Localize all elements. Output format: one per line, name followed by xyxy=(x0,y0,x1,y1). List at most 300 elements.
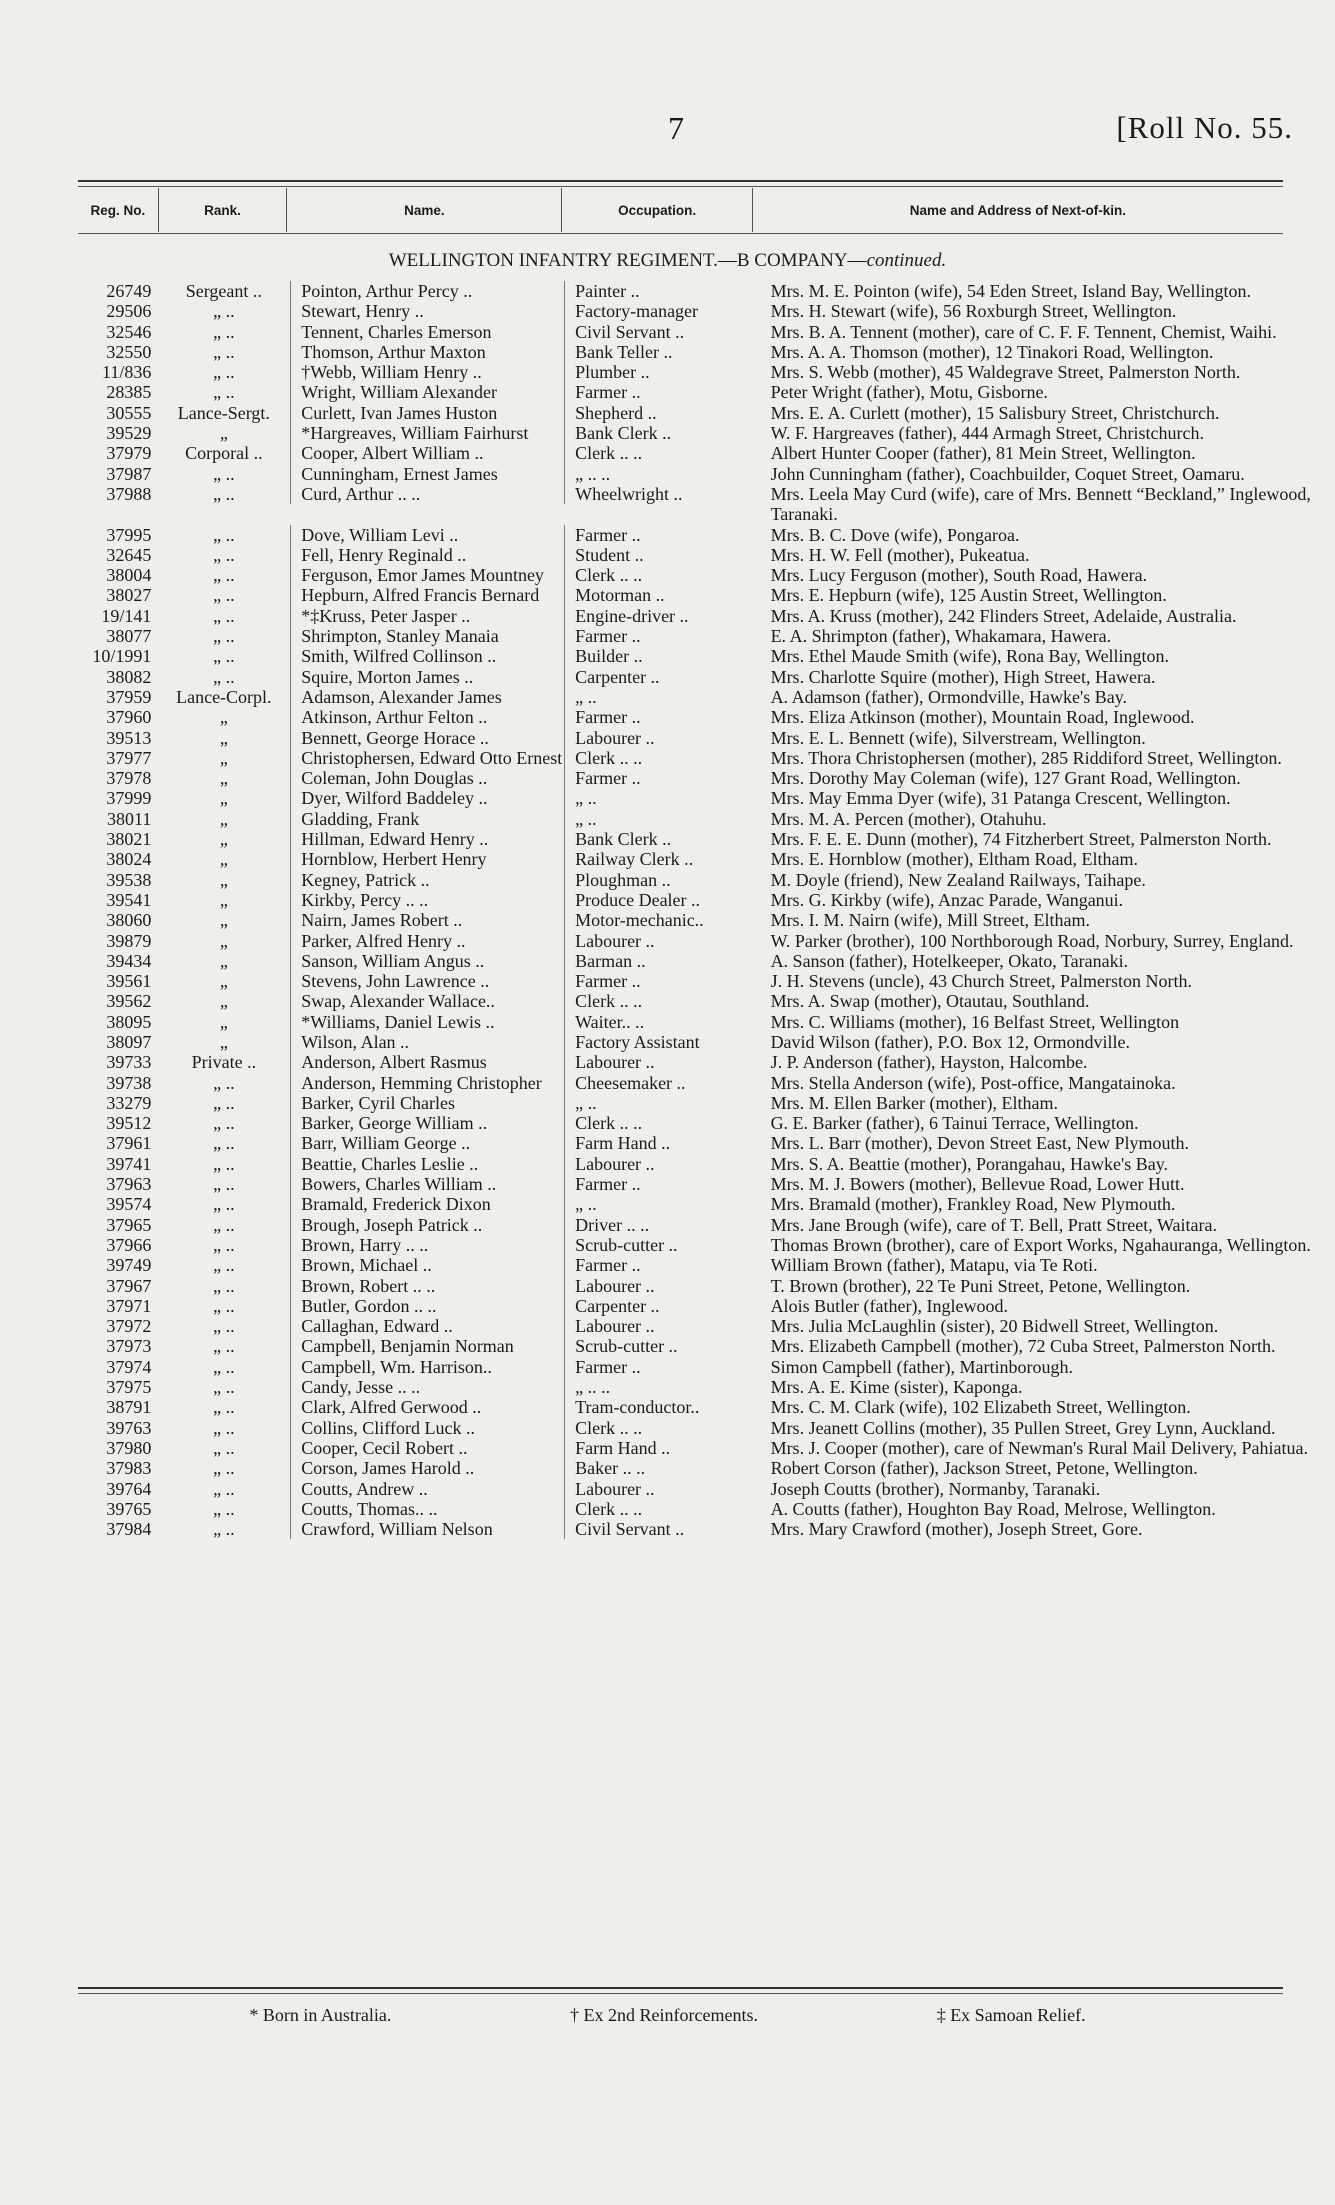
footnote: ‡ Ex Samoan Relief. xyxy=(936,2005,1086,2025)
name-cell: Cooper, Cecil Robert .. xyxy=(290,1438,564,1458)
column-header-row xyxy=(78,188,1283,232)
occupation-cell: „ .. xyxy=(564,1194,758,1214)
next-of-kin-cell: A. Adamson (father), Ormondville, Hawke's Bay. xyxy=(770,686,1128,707)
rank-cell: „ .. xyxy=(213,1356,235,1377)
rank-cell: „ .. xyxy=(213,605,235,626)
rank-cell: „ xyxy=(219,849,228,870)
next-of-kin-cell: Mrs. H. Stewart (wife), 56 Roxburgh Street, Wellington. xyxy=(770,301,1177,322)
table-row xyxy=(78,606,1318,626)
occupation-cell: Waiter.. .. xyxy=(564,1012,758,1032)
rank-cell: „ .. xyxy=(213,321,235,342)
rank-cell: Lance-Corpl. xyxy=(176,686,272,707)
reg-no-cell: 38060 xyxy=(106,910,152,931)
rank-cell: „ xyxy=(219,747,228,768)
next-of-kin-cell: W. F. Hargreaves (father), 444 Armagh Street, Christchurch. xyxy=(770,423,1205,444)
occupation-cell: Cheesemaker .. xyxy=(564,1073,758,1093)
occupation-cell: Farmer .. xyxy=(564,768,758,788)
next-of-kin-cell: A. Sanson (father), Hotelkeeper, Okato, Taranaki. xyxy=(770,950,1129,971)
reg-no-cell: 32546 xyxy=(106,321,152,342)
reg-no-cell: 37965 xyxy=(106,1214,152,1235)
rank-cell: „ xyxy=(219,829,228,850)
table-row xyxy=(78,788,1318,808)
name-cell: Wright, William Alexander xyxy=(290,382,564,402)
name-cell: Parker, Alfred Henry .. xyxy=(290,931,564,951)
rank-cell: „ .. xyxy=(213,1478,235,1499)
rank-cell: „ xyxy=(219,930,228,951)
rank-cell: „ .. xyxy=(213,341,235,362)
next-of-kin-cell: Mrs. Ethel Maude Smith (wife), Rona Bay, Wellington. xyxy=(770,646,1170,667)
reg-no-cell: 38095 xyxy=(106,1011,152,1032)
next-of-kin-cell: Mrs. Stella Anderson (wife), Post-office, Mangatainoka. xyxy=(770,1072,1176,1093)
table-row xyxy=(78,626,1318,646)
reg-no-cell: 37999 xyxy=(106,788,152,809)
table-row xyxy=(78,1357,1318,1377)
rank-cell: „ .. xyxy=(213,1336,235,1357)
table-row xyxy=(78,971,1318,991)
table-row xyxy=(78,748,1318,768)
rank-cell: „ xyxy=(219,707,228,728)
next-of-kin-cell: Mrs. Dorothy May Coleman (wife), 127 Grant Road, Wellington. xyxy=(770,768,1241,789)
reg-no-cell: 37995 xyxy=(106,524,152,545)
next-of-kin-cell: Mrs. G. Kirkby (wife), Anzac Parade, Wanganui. xyxy=(770,889,1124,910)
table-row xyxy=(78,910,1318,930)
next-of-kin-cell: T. Brown (brother), 22 Te Puni Street, Petone, Wellington. xyxy=(770,1275,1191,1296)
occupation-cell: Civil Servant .. xyxy=(564,322,758,342)
roll-table xyxy=(78,281,1318,1539)
occupation-cell: Bank Clerk .. xyxy=(564,829,758,849)
rank-cell: „ .. xyxy=(213,565,235,586)
name-cell: Curd, Arthur .. .. xyxy=(290,484,564,504)
occupation-cell: Farmer .. xyxy=(564,707,758,727)
name-cell: Brough, Joseph Patrick .. xyxy=(290,1215,564,1235)
next-of-kin-cell: Mrs. B. C. Dove (wife), Pongaroa. xyxy=(770,524,1020,545)
occupation-cell: Farmer .. xyxy=(564,971,758,991)
rank-cell: „ .. xyxy=(213,1214,235,1235)
reg-no-cell: 38021 xyxy=(106,829,152,850)
occupation-cell: Carpenter .. xyxy=(564,667,758,687)
occupation-cell: Clerk .. .. xyxy=(564,1499,758,1519)
next-of-kin-cell: Mrs. M. Ellen Barker (mother), Eltham. xyxy=(770,1092,1058,1113)
reg-no-cell: 38082 xyxy=(106,666,152,687)
name-cell: Clark, Alfred Gerwood .. xyxy=(290,1397,564,1417)
reg-no-cell: 39529 xyxy=(106,423,152,444)
occupation-cell: Clerk .. .. xyxy=(564,1418,758,1438)
name-cell: Butler, Gordon .. .. xyxy=(290,1296,564,1316)
table-row xyxy=(78,1235,1318,1255)
rank-cell: „ .. xyxy=(213,626,235,647)
occupation-cell: Farmer .. xyxy=(564,1255,758,1275)
name-cell: Barker, Cyril Charles xyxy=(290,1093,564,1113)
name-cell: Sanson, William Angus .. xyxy=(290,951,564,971)
next-of-kin-cell: Mrs. Elizabeth Campbell (mother), 72 Cuba Street, Palmerston North. xyxy=(770,1336,1276,1357)
occupation-cell: „ .. .. xyxy=(564,1377,758,1397)
reg-no-cell: 28385 xyxy=(106,382,152,403)
table-row xyxy=(78,1316,1318,1336)
occupation-cell: Motor-mechanic.. xyxy=(564,910,758,930)
name-cell: Campbell, Benjamin Norman xyxy=(290,1336,564,1356)
name-cell: Bramald, Frederick Dixon xyxy=(290,1194,564,1214)
name-cell: †Webb, William Henry .. xyxy=(290,362,564,382)
reg-no-cell: 39763 xyxy=(106,1417,152,1438)
next-of-kin-cell: William Brown (father), Matapu, via Te Roti. xyxy=(770,1255,1098,1276)
name-cell: Collins, Clifford Luck .. xyxy=(290,1418,564,1438)
name-cell: Beattie, Charles Leslie .. xyxy=(290,1154,564,1174)
next-of-kin-cell: Mrs. Mary Crawford (mother), Joseph Street, Gore. xyxy=(770,1519,1143,1540)
rank-cell: „ .. xyxy=(213,666,235,687)
next-of-kin-cell: M. Doyle (friend), New Zealand Railways, Taihape. xyxy=(770,869,1146,890)
occupation-cell: „ .. xyxy=(564,1093,758,1113)
occupation-cell: Carpenter .. xyxy=(564,1296,758,1316)
next-of-kin-cell: Mrs. Julia McLaughlin (sister), 20 Bidwell Street, Wellington. xyxy=(770,1316,1219,1337)
rank-cell: „ xyxy=(219,1031,228,1052)
rank-cell: „ .. xyxy=(213,1153,235,1174)
name-cell: Coutts, Thomas.. .. xyxy=(290,1499,564,1519)
name-cell: Gladding, Frank xyxy=(290,809,564,829)
table-row xyxy=(78,403,1318,423)
table-row xyxy=(78,525,1318,545)
reg-no-cell: 37975 xyxy=(106,1377,152,1398)
rank-cell: „ xyxy=(219,1011,228,1032)
rank-cell: „ .. xyxy=(213,1234,235,1255)
rank-cell: „ .. xyxy=(213,1194,235,1215)
reg-no-cell: 37977 xyxy=(106,747,152,768)
rank-cell: „ .. xyxy=(213,1437,235,1458)
occupation-cell: Labourer .. xyxy=(564,931,758,951)
table-row xyxy=(78,1336,1318,1356)
name-cell: Crawford, William Nelson xyxy=(290,1519,564,1539)
rank-cell: „ xyxy=(219,910,228,931)
table-row xyxy=(78,1113,1318,1133)
rank-cell: „ .. xyxy=(213,646,235,667)
rank-cell: „ xyxy=(219,889,228,910)
table-row xyxy=(78,1519,1318,1539)
header-rank: Rank. xyxy=(159,188,288,232)
reg-no-cell: 39513 xyxy=(106,727,152,748)
reg-no-cell: 39562 xyxy=(106,991,152,1012)
table-row xyxy=(78,281,1318,301)
divider xyxy=(78,233,1283,234)
page-number: 7 xyxy=(668,110,684,146)
reg-no-cell: 37973 xyxy=(106,1336,152,1357)
rank-cell: „ .. xyxy=(213,1458,235,1479)
next-of-kin-cell: Peter Wright (father), Motu, Gisborne. xyxy=(770,382,1048,403)
reg-no-cell: 39561 xyxy=(106,971,152,992)
reg-no-cell: 37974 xyxy=(106,1356,152,1377)
next-of-kin-cell: Mrs. Jane Brough (wife), care of T. Bell, Pratt Street, Waitara. xyxy=(770,1214,1217,1235)
reg-no-cell: 32645 xyxy=(106,544,152,565)
reg-no-cell: 37966 xyxy=(106,1234,152,1255)
occupation-cell: Shepherd .. xyxy=(564,403,758,423)
section-heading xyxy=(0,250,1335,272)
next-of-kin-cell: Mrs. S. A. Beattie (mother), Porangahau, Hawke's Bay. xyxy=(770,1153,1169,1174)
table-row xyxy=(78,342,1318,362)
reg-no-cell: 39574 xyxy=(106,1194,152,1215)
name-cell: Bowers, Charles William .. xyxy=(290,1174,564,1194)
next-of-kin-cell: Mrs. S. Webb (mother), 45 Waldegrave Street, Palmerston North. xyxy=(770,362,1241,383)
reg-no-cell: 11/836 xyxy=(102,362,152,383)
table-row xyxy=(78,443,1318,463)
rank-cell: Private .. xyxy=(191,1052,257,1073)
occupation-cell: Scrub-cutter .. xyxy=(564,1235,758,1255)
table-row xyxy=(78,1093,1318,1113)
regiment-title: WELLINGTON INFANTRY REGIMENT.—B COMPANY— xyxy=(388,250,867,271)
reg-no-cell: 39538 xyxy=(106,869,152,890)
table-row xyxy=(78,1194,1318,1214)
table-row xyxy=(78,1458,1318,1478)
table-row xyxy=(78,484,1318,525)
header-next-of-kin: Name and Address of Next-of-kin. xyxy=(909,202,1127,218)
occupation-cell: Factory-manager xyxy=(564,301,758,321)
reg-no-cell: 38077 xyxy=(106,626,152,647)
name-cell: Thomson, Arthur Maxton xyxy=(290,342,564,362)
table-row xyxy=(78,1255,1318,1275)
reg-no-cell: 39765 xyxy=(106,1498,152,1519)
rank-cell: „ xyxy=(219,768,228,789)
rank-cell: „ .. xyxy=(213,382,235,403)
occupation-cell: Railway Clerk .. xyxy=(564,849,758,869)
table-row xyxy=(78,931,1318,951)
rank-cell: „ .. xyxy=(213,1417,235,1438)
occupation-cell: Factory Assistant xyxy=(564,1032,758,1052)
occupation-cell: Bank Teller .. xyxy=(564,342,758,362)
next-of-kin-cell: Mrs. E. Hepburn (wife), 125 Austin Street, Wellington. xyxy=(770,585,1167,606)
occupation-cell: Builder .. xyxy=(564,646,758,666)
next-of-kin-cell: Mrs. Leela May Curd (wife), care of Mrs. Bennett “Beckland,” Inglewood, Taranaki. xyxy=(770,483,1311,525)
next-of-kin-cell: Joseph Coutts (brother), Normanby, Taranaki. xyxy=(770,1478,1101,1499)
table-row xyxy=(78,1276,1318,1296)
occupation-cell: Labourer .. xyxy=(564,1276,758,1296)
reg-no-cell: 29506 xyxy=(106,301,152,322)
next-of-kin-cell: J. P. Anderson (father), Hayston, Halcombe. xyxy=(770,1052,1088,1073)
next-of-kin-cell: Mrs. C. M. Clark (wife), 102 Elizabeth Street, Wellington. xyxy=(770,1397,1191,1418)
next-of-kin-cell: Simon Campbell (father), Martinborough. xyxy=(770,1356,1074,1377)
header-occupation: Occupation. xyxy=(562,188,752,232)
occupation-cell: Motorman .. xyxy=(564,585,758,605)
name-cell: Dove, William Levi .. xyxy=(290,525,564,545)
name-cell: Smith, Wilfred Collinson .. xyxy=(290,646,564,666)
rank-cell: „ .. xyxy=(213,301,235,322)
next-of-kin-cell: Mrs. M. E. Pointon (wife), 54 Eden Street, Island Bay, Wellington. xyxy=(770,281,1252,301)
rank-cell: „ .. xyxy=(213,1072,235,1093)
table-row xyxy=(78,809,1318,829)
rank-cell: „ .. xyxy=(213,1092,235,1113)
footnote: † Ex 2nd Reinforcements. xyxy=(570,2005,758,2025)
occupation-cell: Produce Dealer .. xyxy=(564,890,758,910)
occupation-cell: Farmer .. xyxy=(564,525,758,545)
table-row xyxy=(78,1499,1318,1519)
name-cell: Cunningham, Ernest James xyxy=(290,464,564,484)
next-of-kin-cell: Mrs. E. A. Curlett (mother), 15 Salisbury Street, Christchurch. xyxy=(770,402,1220,423)
table-row xyxy=(78,585,1318,605)
next-of-kin-cell: Mrs. F. E. E. Dunn (mother), 74 Fitzherbert Street, Palmerston North. xyxy=(770,829,1272,850)
rank-cell: „ xyxy=(219,869,228,890)
rank-cell: „ .. xyxy=(213,362,235,383)
rank-cell: „ .. xyxy=(213,1255,235,1276)
name-cell: Stevens, John Lawrence .. xyxy=(290,971,564,991)
next-of-kin-cell: Mrs. M. J. Bowers (mother), Bellevue Road, Lower Hutt. xyxy=(770,1174,1185,1195)
divider xyxy=(78,180,1283,182)
divider xyxy=(78,186,1283,187)
rank-cell: Sergeant .. xyxy=(185,281,262,301)
next-of-kin-cell: W. Parker (brother), 100 Northborough Road, Norbury, Surrey, England. xyxy=(770,930,1294,951)
reg-no-cell: 37979 xyxy=(106,443,152,464)
name-cell: Hepburn, Alfred Francis Bernard xyxy=(290,585,564,605)
table-row xyxy=(78,565,1318,585)
table-row xyxy=(78,362,1318,382)
continued-label: continued. xyxy=(866,250,947,271)
occupation-cell: Clerk .. .. xyxy=(564,748,758,768)
reg-no-cell: 37972 xyxy=(106,1316,152,1337)
occupation-cell: Plumber .. xyxy=(564,362,758,382)
occupation-cell: Clerk .. .. xyxy=(564,443,758,463)
next-of-kin-cell: Mrs. Jeanett Collins (mother), 35 Pullen Street, Grey Lynn, Auckland. xyxy=(770,1417,1276,1438)
name-cell: Stewart, Henry .. xyxy=(290,301,564,321)
name-cell: Squire, Morton James .. xyxy=(290,667,564,687)
name-cell: Pointon, Arthur Percy .. xyxy=(290,281,564,301)
rank-cell: „ xyxy=(219,727,228,748)
name-cell: Shrimpton, Stanley Manaia xyxy=(290,626,564,646)
name-cell: Coleman, John Douglas .. xyxy=(290,768,564,788)
occupation-cell: Barman .. xyxy=(564,951,758,971)
occupation-cell: Clerk .. .. xyxy=(564,1113,758,1133)
name-cell: *Hargreaves, William Fairhurst xyxy=(290,423,564,443)
reg-no-cell: 37987 xyxy=(106,463,152,484)
name-cell: Candy, Jesse .. .. xyxy=(290,1377,564,1397)
divider xyxy=(78,1993,1283,1994)
rank-cell: „ .. xyxy=(213,585,235,606)
next-of-kin-cell: Mrs. A. Swap (mother), Otautau, Southland. xyxy=(770,991,1090,1012)
name-cell: Brown, Michael .. xyxy=(290,1255,564,1275)
name-cell: Brown, Harry .. .. xyxy=(290,1235,564,1255)
footnotes xyxy=(0,2005,1335,2026)
rank-cell: „ xyxy=(219,423,228,444)
next-of-kin-cell: Thomas Brown (brother), care of Export Works, Ngahauranga, Wellington. xyxy=(770,1234,1311,1255)
rank-cell: Corporal .. xyxy=(185,443,263,464)
next-of-kin-cell: G. E. Barker (father), 6 Tainui Terrace, Wellington. xyxy=(770,1113,1139,1134)
name-cell: Swap, Alexander Wallace.. xyxy=(290,991,564,1011)
name-cell: Wilson, Alan .. xyxy=(290,1032,564,1052)
occupation-cell: Farmer .. xyxy=(564,626,758,646)
table-row xyxy=(78,707,1318,727)
name-cell: Coutts, Andrew .. xyxy=(290,1479,564,1499)
name-cell: *Williams, Daniel Lewis .. xyxy=(290,1012,564,1032)
rank-cell: „ xyxy=(219,788,228,809)
name-cell: Anderson, Hemming Christopher xyxy=(290,1073,564,1093)
reg-no-cell: 39749 xyxy=(106,1255,152,1276)
table-row xyxy=(78,1133,1318,1153)
reg-no-cell: 26749 xyxy=(106,281,152,301)
table-row xyxy=(78,890,1318,910)
name-cell: Atkinson, Arthur Felton .. xyxy=(290,707,564,727)
rank-cell: Lance-Sergt. xyxy=(177,402,270,423)
next-of-kin-cell: Albert Hunter Cooper (father), 81 Mein Street, Wellington. xyxy=(770,443,1196,464)
table-row xyxy=(78,1215,1318,1235)
reg-no-cell: 37971 xyxy=(106,1295,152,1316)
rank-cell: „ xyxy=(219,808,228,829)
reg-no-cell: 37963 xyxy=(106,1174,152,1195)
next-of-kin-cell: Mrs. M. A. Percen (mother), Otahuhu. xyxy=(770,808,1047,829)
name-cell: Callaghan, Edward .. xyxy=(290,1316,564,1336)
next-of-kin-cell: Mrs. A. E. Kime (sister), Kaponga. xyxy=(770,1377,1023,1398)
rank-cell: „ xyxy=(219,991,228,1012)
rank-cell: „ .. xyxy=(213,524,235,545)
reg-no-cell: 38011 xyxy=(107,808,152,829)
rank-cell: „ .. xyxy=(213,1519,235,1540)
next-of-kin-cell: Mrs. E. L. Bennett (wife), Silverstream, Wellington. xyxy=(770,727,1146,748)
occupation-cell: Labourer .. xyxy=(564,1479,758,1499)
header-reg-no: Reg. No. xyxy=(78,188,159,232)
reg-no-cell: 39541 xyxy=(106,889,152,910)
occupation-cell: Bank Clerk .. xyxy=(564,423,758,443)
occupation-cell: Farm Hand .. xyxy=(564,1438,758,1458)
table-row xyxy=(78,1154,1318,1174)
next-of-kin-cell: David Wilson (father), P.O. Box 12, Ormondville. xyxy=(770,1031,1130,1052)
reg-no-cell: 37960 xyxy=(106,707,152,728)
next-of-kin-cell: Mrs. J. Cooper (mother), care of Newman's Rural Mail Delivery, Pahiatua. xyxy=(770,1437,1308,1458)
name-cell: Anderson, Albert Rasmus xyxy=(290,1052,564,1072)
rank-cell: „ .. xyxy=(213,463,235,484)
reg-no-cell: 38097 xyxy=(106,1031,152,1052)
next-of-kin-cell: Mrs. I. M. Nairn (wife), Mill Street, Eltham. xyxy=(770,910,1091,931)
table-row xyxy=(78,1012,1318,1032)
rank-cell: „ .. xyxy=(213,1275,235,1296)
occupation-cell: „ .. .. xyxy=(564,464,758,484)
reg-no-cell: 39434 xyxy=(106,950,152,971)
name-cell: Christophersen, Edward Otto Ernest xyxy=(290,748,564,768)
name-cell: Curlett, Ivan James Huston xyxy=(290,403,564,423)
name-cell: Kirkby, Percy .. .. xyxy=(290,890,564,910)
next-of-kin-cell: Alois Butler (father), Inglewood. xyxy=(770,1295,1008,1316)
occupation-cell: Clerk .. .. xyxy=(564,991,758,1011)
reg-no-cell: 38027 xyxy=(106,585,152,606)
table-row xyxy=(78,829,1318,849)
next-of-kin-cell: Mrs. E. Hornblow (mother), Eltham Road, Eltham. xyxy=(770,849,1138,870)
name-cell: Bennett, George Horace .. xyxy=(290,728,564,748)
reg-no-cell: 38024 xyxy=(106,849,152,870)
occupation-cell: „ .. xyxy=(564,788,758,808)
reg-no-cell: 37959 xyxy=(106,686,152,707)
table-row xyxy=(78,728,1318,748)
occupation-cell: Farmer .. xyxy=(564,382,758,402)
occupation-cell: Farmer .. xyxy=(564,1174,758,1194)
rank-cell: „ .. xyxy=(213,1498,235,1519)
name-cell: Hornblow, Herbert Henry xyxy=(290,849,564,869)
occupation-cell: Baker .. .. xyxy=(564,1458,758,1478)
table-row xyxy=(78,646,1318,666)
reg-no-cell: 19/141 xyxy=(101,605,152,626)
name-cell: Corson, James Harold .. xyxy=(290,1458,564,1478)
table-row xyxy=(78,1052,1318,1072)
reg-no-cell: 38791 xyxy=(106,1397,152,1418)
rank-cell: „ xyxy=(219,950,228,971)
next-of-kin-cell: Mrs. A. Kruss (mother), 242 Flinders Street, Adelaide, Australia. xyxy=(770,605,1237,626)
table-row xyxy=(78,1032,1318,1052)
table-row xyxy=(78,849,1318,869)
next-of-kin-cell: Mrs. Eliza Atkinson (mother), Mountain Road, Inglewood. xyxy=(770,707,1195,728)
name-cell: Campbell, Wm. Harrison.. xyxy=(290,1357,564,1377)
occupation-cell: Student .. xyxy=(564,545,758,565)
reg-no-cell: 39764 xyxy=(106,1478,152,1499)
reg-no-cell: 39741 xyxy=(106,1153,152,1174)
reg-no-cell: 32550 xyxy=(106,341,152,362)
name-cell: Kegney, Patrick .. xyxy=(290,870,564,890)
table-row xyxy=(78,870,1318,890)
reg-no-cell: 30555 xyxy=(106,402,152,423)
occupation-cell: Engine-driver .. xyxy=(564,606,758,626)
table-row xyxy=(78,1073,1318,1093)
name-cell: Dyer, Wilford Baddeley .. xyxy=(290,788,564,808)
reg-no-cell: 33279 xyxy=(106,1092,152,1113)
